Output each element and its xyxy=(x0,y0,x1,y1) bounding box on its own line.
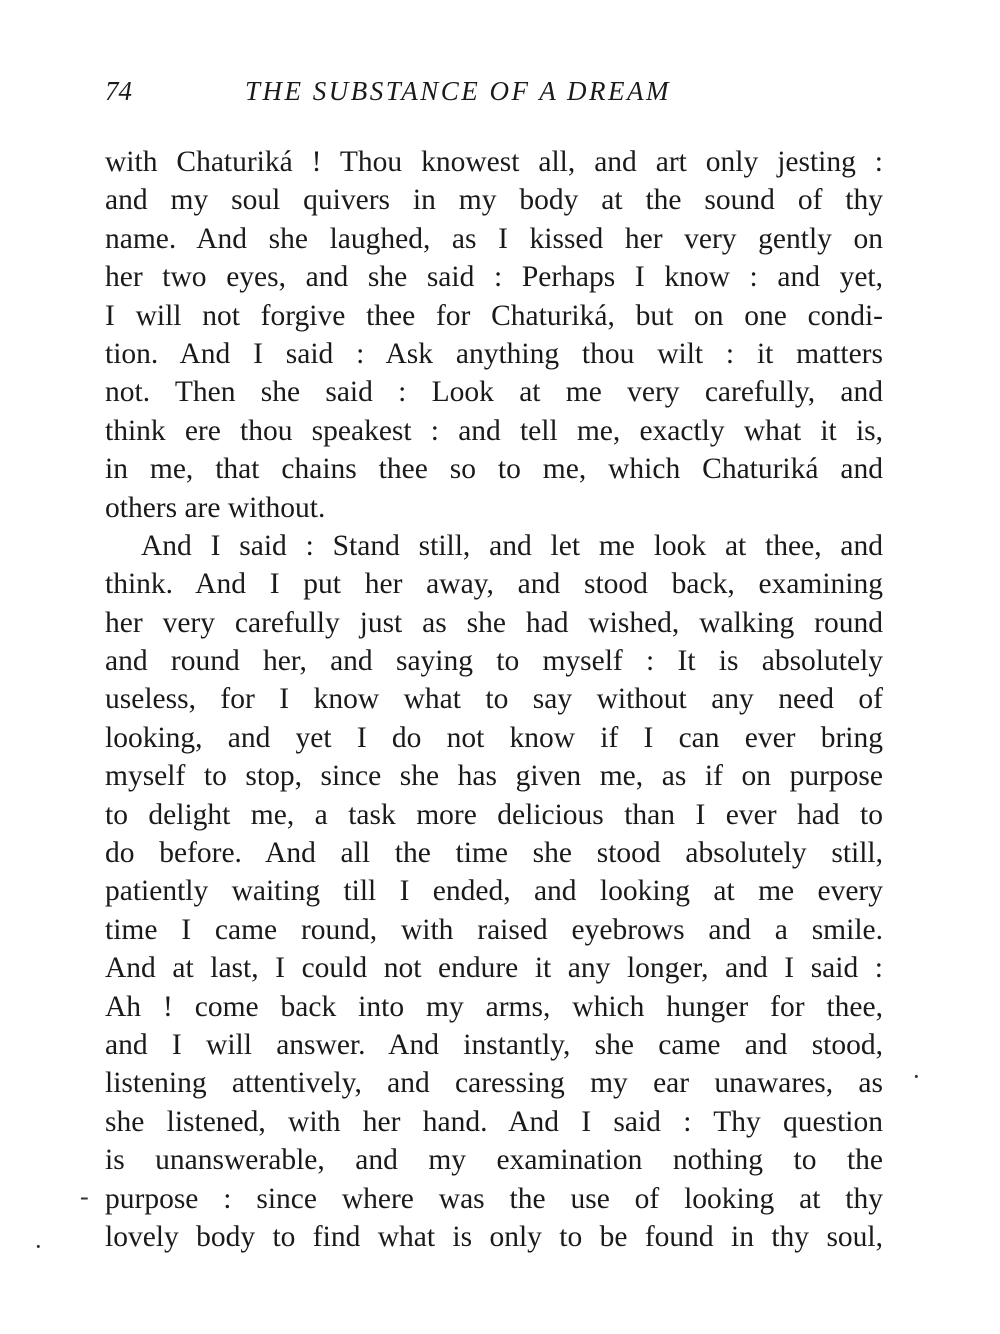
body-text xyxy=(105,143,883,1256)
margin-dot-mark: · xyxy=(912,1062,921,1091)
text-line: her very carefully just as she had wished, walking round xyxy=(105,606,883,639)
page-number: 74 xyxy=(105,76,132,106)
paragraph-1 xyxy=(105,143,883,527)
text-line: And I said : Stand still, and let me look at thee, and xyxy=(141,529,883,562)
text-line: is unanswerable, and my examination nothing to the xyxy=(105,1144,883,1177)
text-line: Ah ! come back into my arms, which hunger for thee, xyxy=(105,990,883,1023)
text-line: myself to stop, since she has given me, as if on purpose xyxy=(105,760,883,793)
text-line: tion. And I said : Ask anything thou wilt : it matters xyxy=(105,337,883,370)
text-line: and my soul quivers in my body at the sound of thy xyxy=(105,184,883,217)
text-line: patiently waiting till I ended, and looking at me every xyxy=(105,875,883,908)
text-line: she listened, with her hand. And I said : Thy question xyxy=(105,1105,883,1138)
text-line: in me, that chains thee so to me, which Chaturiká and xyxy=(105,453,883,486)
text-line: useless, for I know what to say without any need of xyxy=(105,683,883,716)
text-line: I will not forgive thee for Chaturiká, but on one condi- xyxy=(105,299,883,332)
text-line: think ere thou speakest : and tell me, exactly what it is, xyxy=(105,414,883,447)
margin-dash-mark: - xyxy=(80,1182,89,1211)
text-line: and I will answer. And instantly, she came and stood, xyxy=(105,1028,883,1061)
running-title: THE SUBSTANCE OF A DREAM xyxy=(245,76,671,106)
running-head xyxy=(105,76,885,116)
text-line: do before. And all the time she stood absolutely still, xyxy=(105,837,883,870)
text-line: listening attentively, and caressing my ear unawares, as xyxy=(105,1067,883,1100)
text-line: not. Then she said : Look at me very carefully, and xyxy=(105,376,883,409)
text-line: purpose : since where was the use of looking at thy xyxy=(105,1182,883,1215)
margin-dot-mark: · xyxy=(34,1232,43,1261)
text-line: name. And she laughed, as I kissed her very gently on xyxy=(105,222,883,255)
text-line: with Chaturiká ! Thou knowest all, and art only jesting : xyxy=(105,146,883,178)
paragraph-2 xyxy=(105,527,883,1256)
text-line: And at last, I could not endure it any longer, and I said : xyxy=(105,952,883,985)
text-line: lovely body to find what is only to be found in thy soul, xyxy=(105,1220,883,1253)
text-line: others are without. xyxy=(105,491,326,524)
text-line: think. And I put her away, and stood back, examining xyxy=(105,568,883,601)
text-line: time I came round, with raised eyebrows and a smile. xyxy=(105,913,883,946)
text-line: looking, and yet I do not know if I can ever bring xyxy=(105,721,883,754)
text-line: her two eyes, and she said : Perhaps I know : and yet, xyxy=(105,261,883,294)
text-line: to delight me, a task more delicious than I ever had to xyxy=(105,798,883,831)
text-line: and round her, and saying to myself : It is absolutely xyxy=(105,645,883,678)
